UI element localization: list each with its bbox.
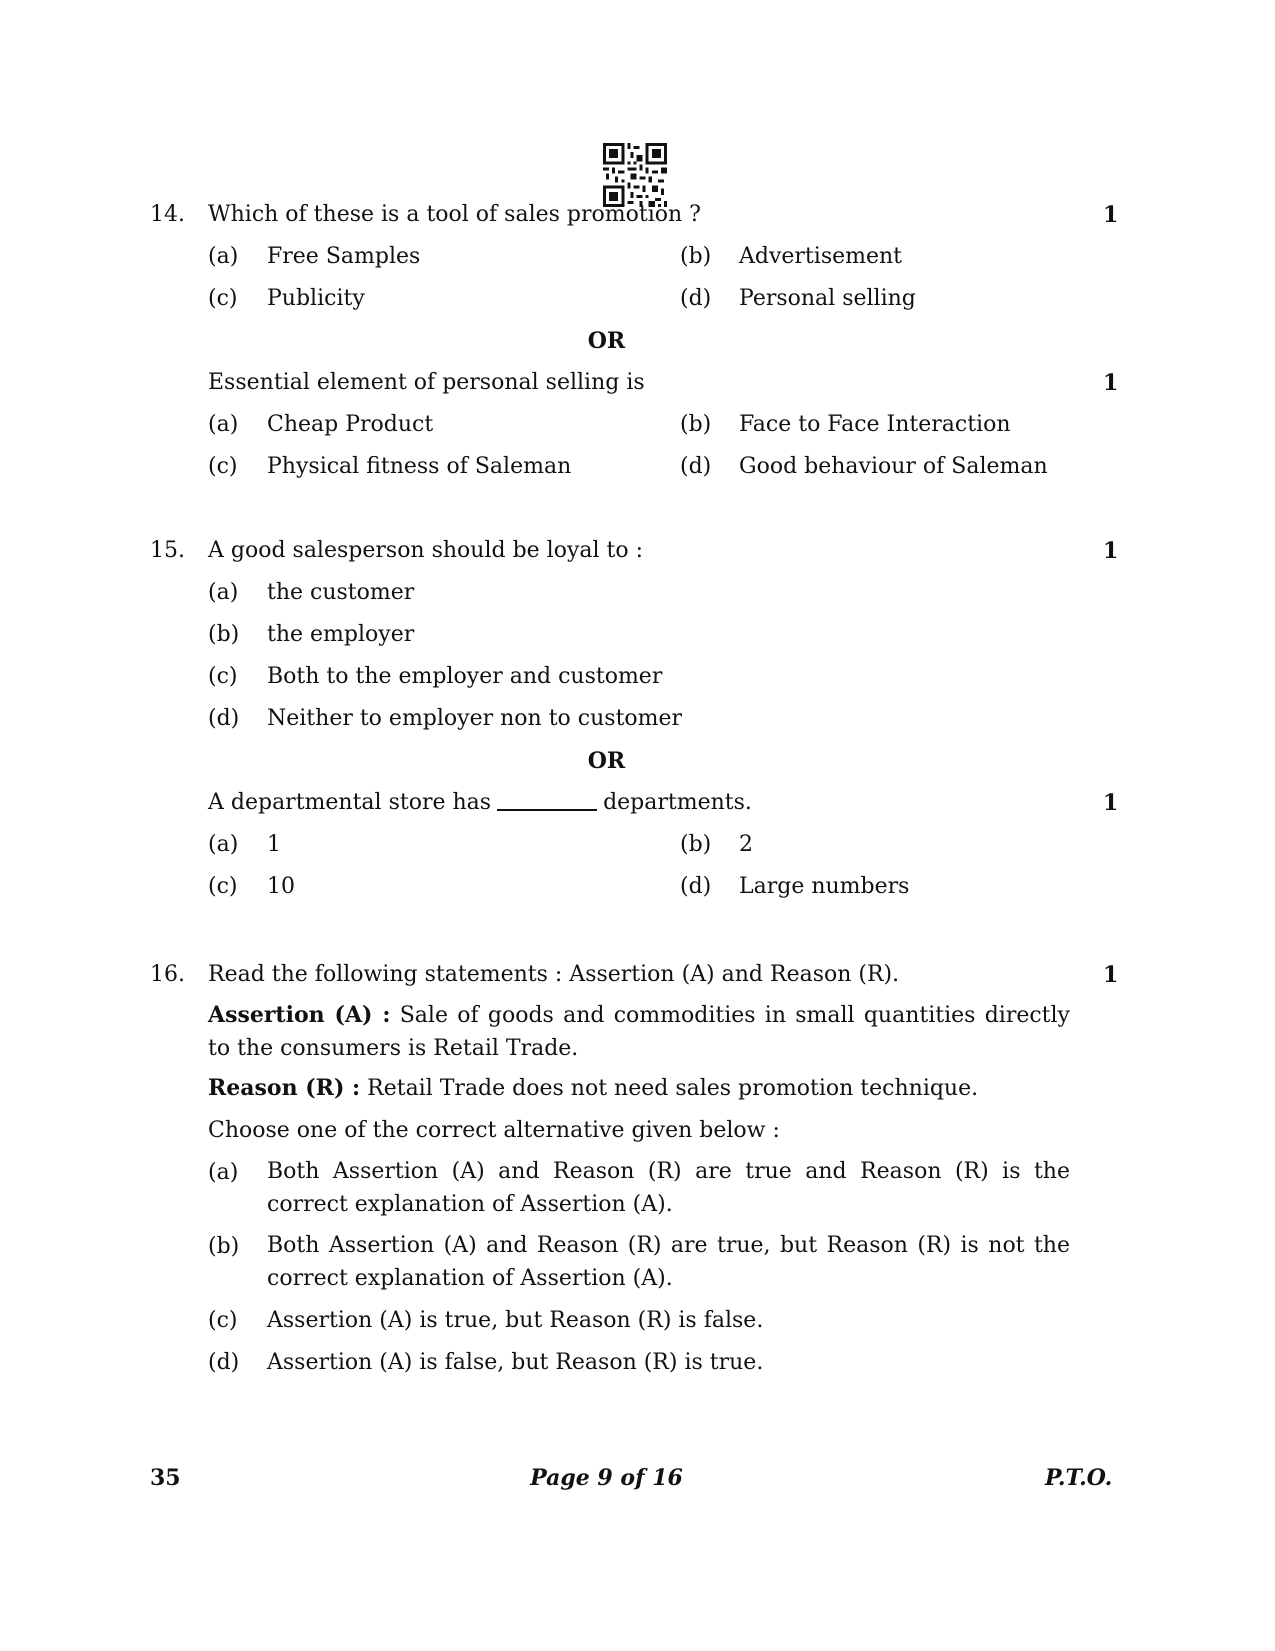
option-text: Large numbers: [739, 874, 910, 899]
question-text: A good salesperson should be loyal to :: [208, 538, 644, 563]
option-label: (b): [680, 412, 712, 437]
question-text-before: A departmental store has: [208, 790, 492, 815]
option-label: (c): [208, 454, 238, 479]
option-text: 2: [739, 832, 753, 857]
option-label: (c): [208, 1308, 238, 1333]
reason-label: Reason (R) :: [208, 1075, 361, 1101]
assertion-statement: [208, 999, 1070, 1065]
instruction-text: Choose one of the correct alternative given below :: [208, 1118, 780, 1143]
option-text: Face to Face Interaction: [739, 412, 1011, 437]
option-label: (b): [680, 244, 712, 269]
question-text: Which of these is a tool of sales promotion ?: [208, 202, 701, 227]
fill-blank: [497, 809, 597, 811]
option-text: the customer: [267, 580, 415, 605]
option-label: (d): [680, 454, 712, 479]
question-marks: 1: [1103, 538, 1119, 564]
option-label: (a): [208, 244, 239, 269]
option-text: Both Assertion (A) and Reason (R) are true, but Reason (R) is not the correct explanation of Assertion (A).: [267, 1233, 1070, 1291]
option-text: Free Samples: [267, 244, 421, 269]
question-number: 16.: [150, 962, 185, 987]
assertion-label: Assertion (A) :: [208, 1002, 391, 1028]
question-text-with-blank: [208, 790, 752, 815]
option-text: Advertisement: [739, 244, 903, 269]
question-marks: 1: [1103, 790, 1119, 816]
pto-label: P.T.O.: [1045, 1465, 1113, 1491]
option-label: (d): [208, 706, 240, 731]
option-label: (d): [680, 286, 712, 311]
option-label: (b): [208, 622, 240, 647]
paper-code: 35: [150, 1465, 181, 1491]
option-text: Both Assertion (A) and Reason (R) are true and Reason (R) is the correct explanation of Assertion (A).: [267, 1159, 1070, 1217]
option-text: Assertion (A) is true, but Reason (R) is false.: [267, 1308, 764, 1333]
question-text: Essential element of personal selling is: [208, 370, 645, 395]
option-text: 1: [267, 832, 281, 857]
qr-code-icon: [603, 143, 667, 207]
option-label: (d): [208, 1350, 240, 1375]
option-label: (a): [208, 832, 239, 857]
or-separator: OR: [587, 328, 626, 354]
question-number: 14.: [150, 202, 185, 227]
or-separator: OR: [587, 748, 626, 774]
option-label: (a): [208, 412, 239, 437]
reason-text: Retail Trade does not need sales promotion technique.: [367, 1076, 979, 1101]
option-label: (a): [208, 1160, 239, 1185]
question-marks: 1: [1103, 370, 1119, 396]
question-text: Read the following statements : Assertion (A) and Reason (R).: [208, 962, 900, 987]
page-number: Page 9 of 16: [530, 1465, 683, 1491]
question-number: 15.: [150, 538, 185, 563]
option-label: (c): [208, 664, 238, 689]
option-text: Physical fitness of Saleman: [267, 454, 572, 479]
option-label: (c): [208, 874, 238, 899]
option-text: 10: [267, 874, 295, 899]
option-text: Neither to employer non to customer: [267, 706, 683, 731]
option-text: the employer: [267, 622, 415, 647]
option-text: Good behaviour of Saleman: [739, 454, 1048, 479]
option-label: (c): [208, 286, 238, 311]
assertion-text: Sale of goods and commodities in small quantities directly to the consumers is Retail Trade.: [208, 1003, 1070, 1061]
option-label: (d): [680, 874, 712, 899]
reason-statement: [208, 1072, 1070, 1105]
option-text: Cheap Product: [267, 412, 434, 437]
option-text: Assertion (A) is false, but Reason (R) is true.: [267, 1350, 764, 1375]
option-label: (a): [208, 580, 239, 605]
question-marks: 1: [1103, 962, 1119, 988]
question-marks: 1: [1103, 202, 1119, 228]
option-label: (b): [208, 1234, 240, 1259]
option-text: Both to the employer and customer: [267, 664, 663, 689]
option-label: (b): [680, 832, 712, 857]
question-text-after: departments.: [603, 790, 752, 815]
option-text: Personal selling: [739, 286, 916, 311]
option-text: Publicity: [267, 286, 365, 311]
